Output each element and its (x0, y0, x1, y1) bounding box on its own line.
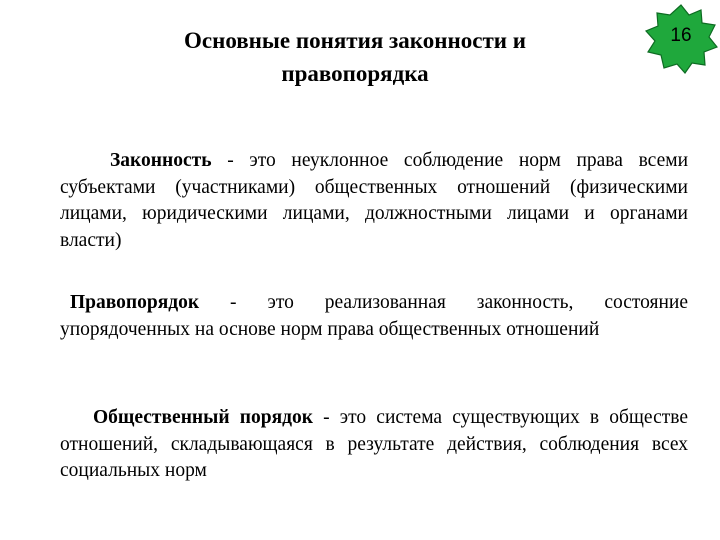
definition-legality (60, 148, 688, 254)
slide-title-line-2: правопорядка (281, 61, 429, 86)
definition-text: - это реализованная законность, состояние упорядоченных на основе норм права общественных отношений (60, 292, 688, 340)
slide-title-line-1: Основные понятия законности и (183, 28, 526, 53)
definition-law-and-order (60, 290, 688, 343)
definition-public-order (60, 405, 688, 485)
definition-term: Законность (110, 150, 212, 171)
definition-text: - это система существующих в обществе отношений, складывающаяся в результате действия, соблюдения всех социальных норм (60, 407, 688, 481)
page-number-badge (643, 4, 719, 74)
definition-term: Общественный порядок (93, 407, 313, 428)
slide-title (110, 24, 600, 90)
page-number: 16 (670, 25, 692, 46)
definition-text: - это неуклонное соблюдение норм права всеми субъектами (участниками) общественных отношений (физическими лицами, юридическими лицами, должностными лицами и органами власти) (60, 150, 688, 251)
definition-term: Правопорядок (70, 292, 200, 313)
